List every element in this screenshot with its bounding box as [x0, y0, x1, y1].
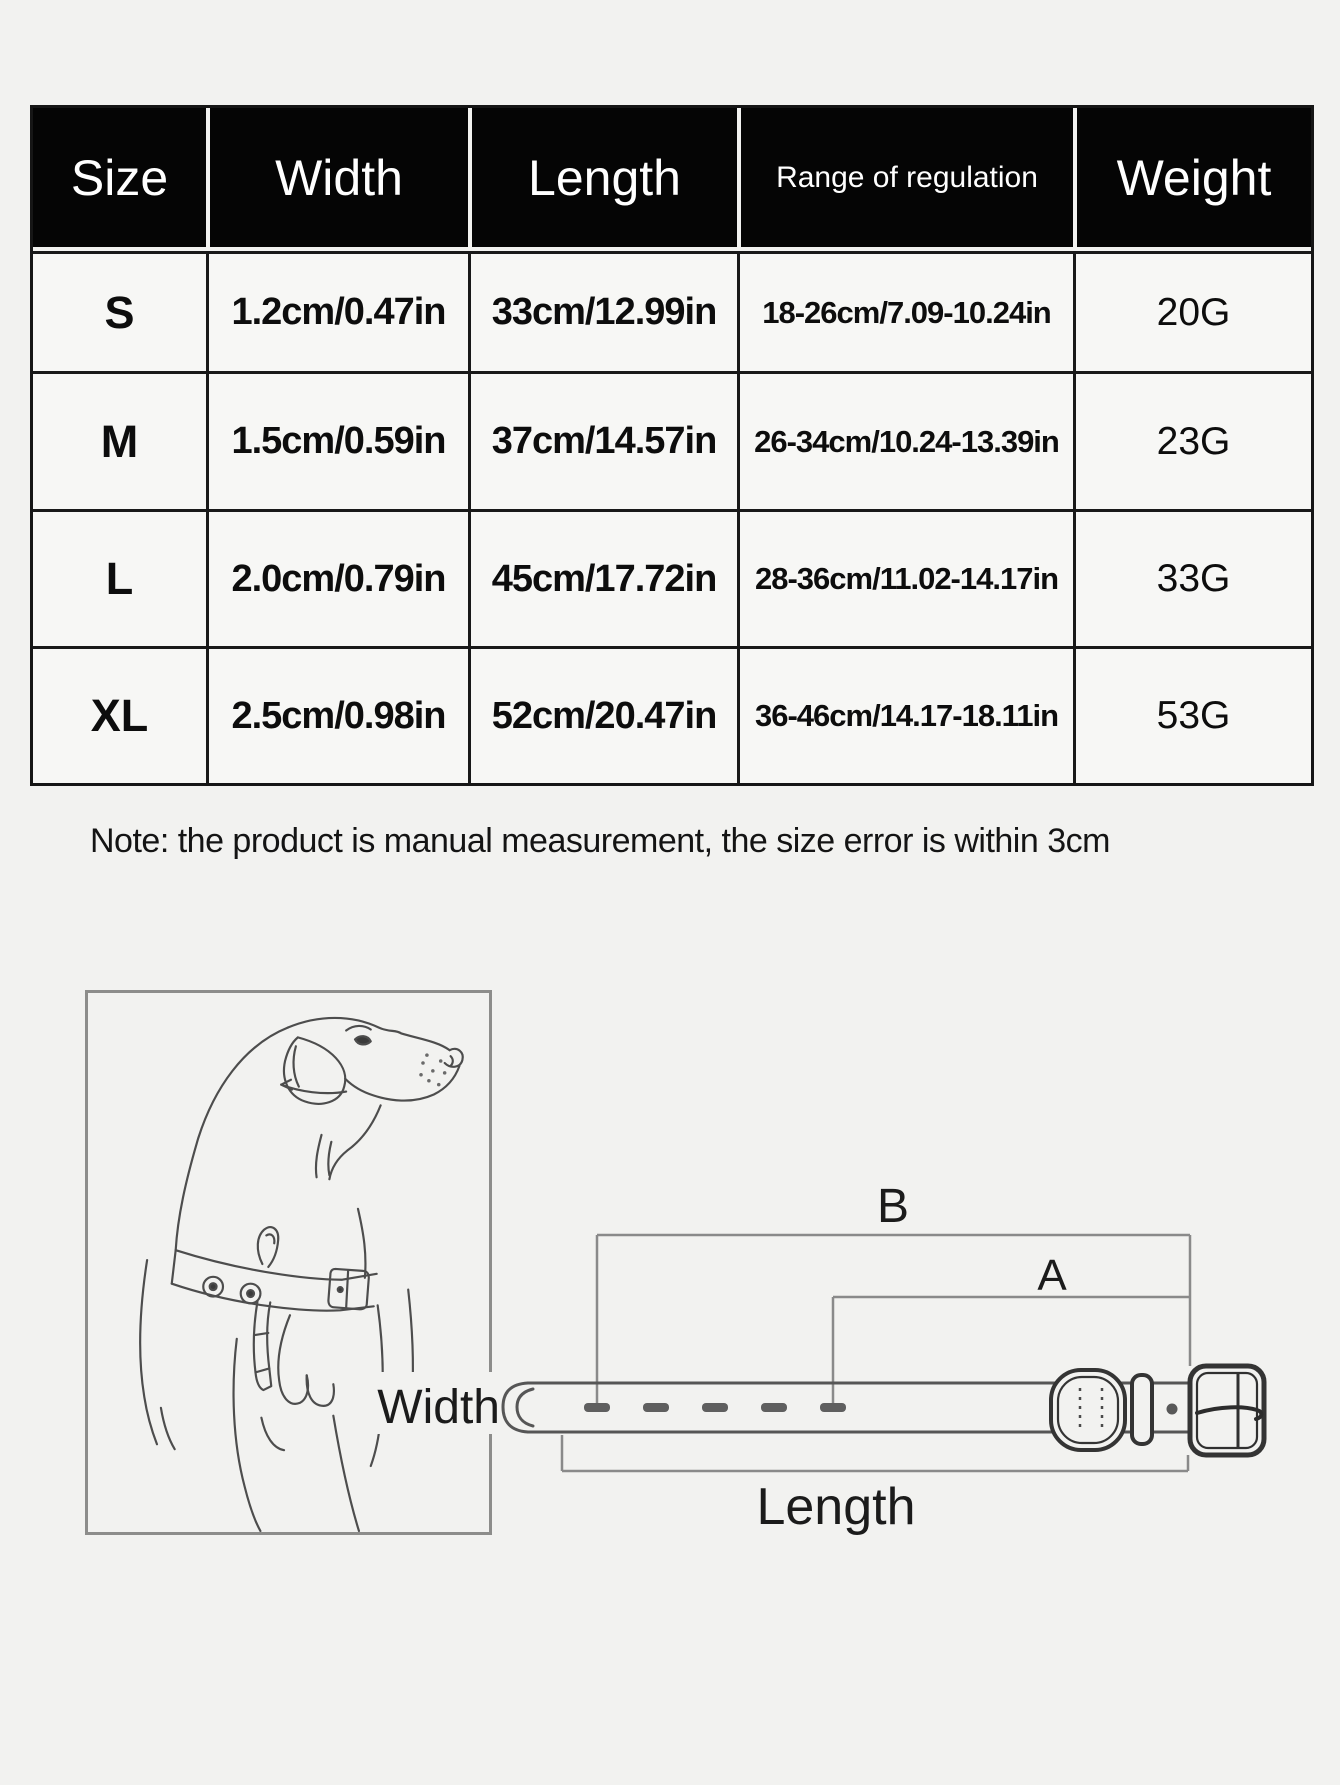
cell-length: 33cm/12.99in: [468, 251, 737, 371]
collar-diagram: [300, 1160, 1340, 1545]
label-a: A: [1037, 1251, 1067, 1300]
size-table: [30, 105, 1314, 786]
measurement-note: Note: the product is manual measurement, the size error is within 3cm: [90, 822, 1110, 860]
header-size: Size: [33, 108, 206, 251]
header-weight: Weight: [1073, 108, 1311, 251]
cell-weight: 33G: [1073, 509, 1311, 646]
strap-hole-near-buckle: [1167, 1404, 1178, 1415]
cell-weight: 53G: [1073, 646, 1311, 783]
cell-size: XL: [33, 646, 206, 783]
cell-length: 45cm/17.72in: [468, 509, 737, 646]
label-length: Length: [756, 1478, 916, 1536]
cell-width: 1.2cm/0.47in: [206, 251, 468, 371]
cell-width: 2.5cm/0.98in: [206, 646, 468, 783]
cell-weight: 20G: [1073, 251, 1311, 371]
cell-range: 28-36cm/11.02-14.17in: [737, 509, 1073, 646]
header-range: Range of regulation: [737, 108, 1073, 251]
header-width: Width: [206, 108, 468, 251]
header-length: Length: [468, 108, 737, 251]
cell-range: 26-34cm/10.24-13.39in: [737, 371, 1073, 509]
cell-size: M: [33, 371, 206, 509]
label-b: B: [876, 1180, 910, 1233]
cell-range: 18-26cm/7.09-10.24in: [737, 251, 1073, 371]
cell-width: 2.0cm/0.79in: [206, 509, 468, 646]
label-width: Width: [377, 1381, 500, 1434]
muzzle-freckles: [419, 1053, 446, 1086]
cell-size: S: [33, 251, 206, 371]
cell-length: 37cm/14.57in: [468, 371, 737, 509]
cell-width: 1.5cm/0.59in: [206, 371, 468, 509]
buckle: [1051, 1366, 1264, 1455]
cell-weight: 23G: [1073, 371, 1311, 509]
cell-size: L: [33, 509, 206, 646]
cell-length: 52cm/20.47in: [468, 646, 737, 783]
cell-range: 36-46cm/14.17-18.11in: [737, 646, 1073, 783]
strap-holes: [584, 1403, 846, 1412]
